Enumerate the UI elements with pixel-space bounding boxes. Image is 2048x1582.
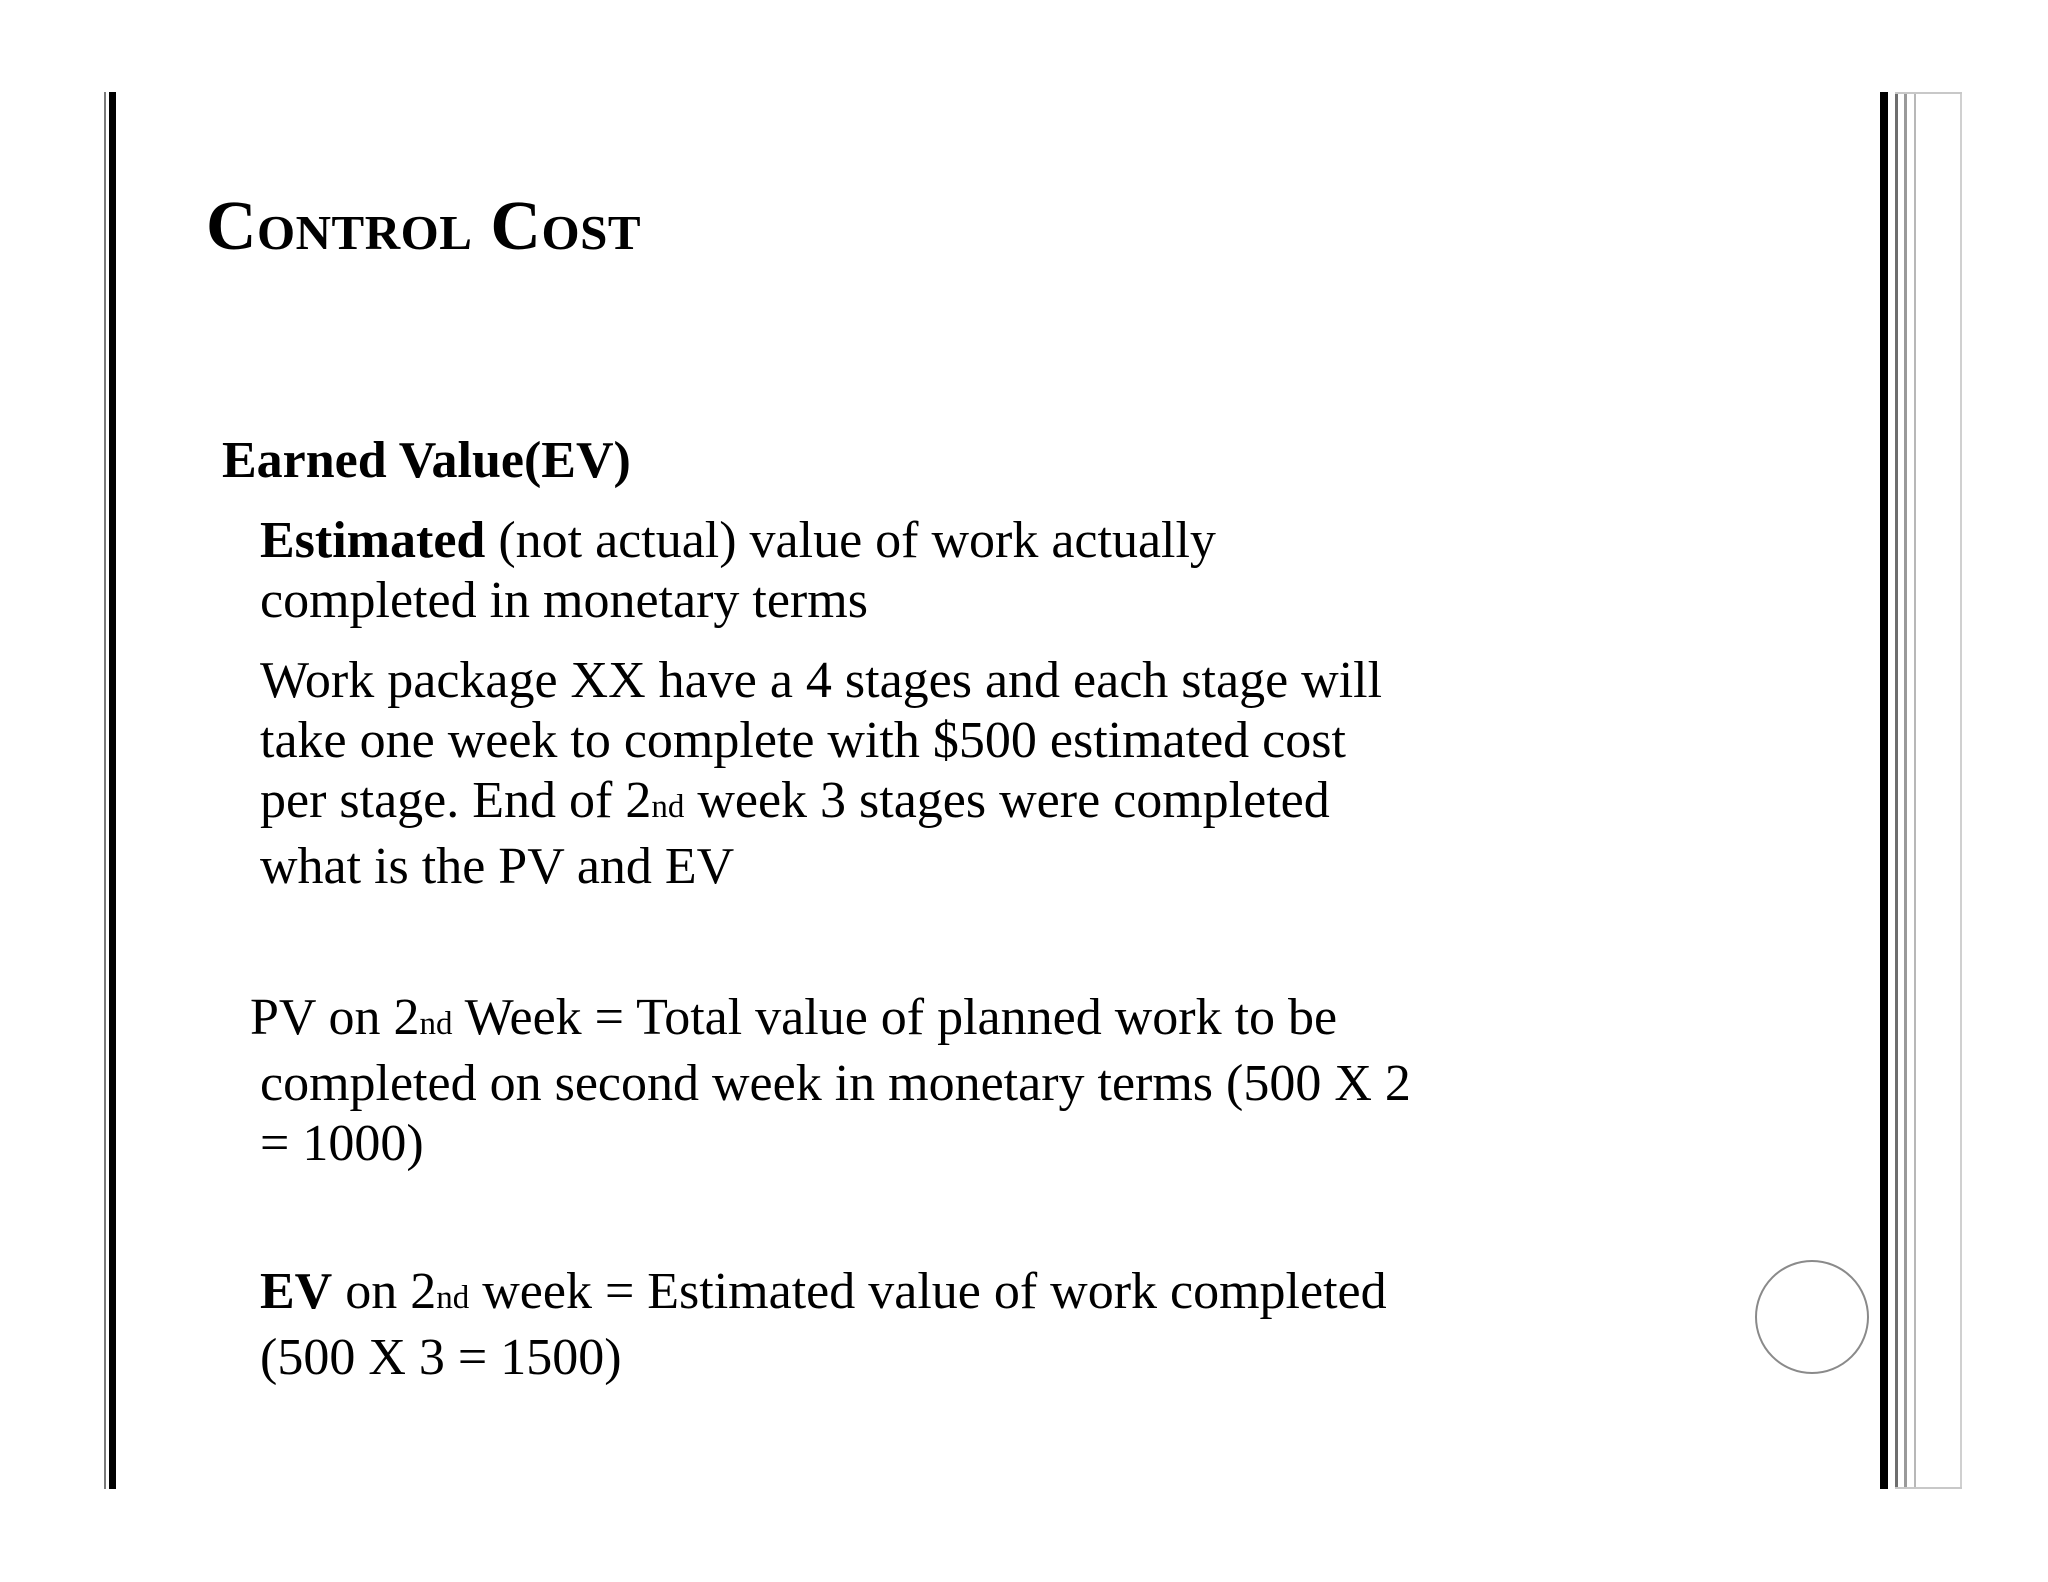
pv-line-2: completed on second week in monetary terms (500 X 2	[260, 1055, 1411, 1112]
pv-line-1-b: Week = Total value of planned work to be	[452, 989, 1338, 1046]
example-line-2: take one week to complete with $500 estimated cost	[260, 712, 1346, 769]
example-line-3	[260, 771, 1382, 837]
ev-ordinal-suffix: nd	[436, 1280, 470, 1316]
pv-line-3: = 1000)	[260, 1115, 424, 1172]
decorative-circle	[1755, 1260, 1869, 1374]
left-border-thick-line	[109, 92, 116, 1489]
ev-bold-term: EV	[260, 1263, 333, 1320]
example-line-3-b: week 3 stages were completed	[684, 772, 1330, 829]
pv-line-1	[250, 988, 1411, 1054]
right-border-line	[1914, 92, 1916, 1489]
ev-line-1	[260, 1262, 1387, 1328]
right-border-top-cap	[1895, 92, 1962, 94]
example-line-4: what is the PV and EV	[260, 838, 735, 895]
right-border-bottom-cap	[1895, 1487, 1962, 1489]
definition-paragraph	[260, 511, 1216, 631]
example-line-1: Work package XX have a 4 stages and each stage will	[260, 652, 1383, 709]
slide-title: Control Cost	[206, 188, 642, 265]
right-border-line	[1960, 92, 1962, 1489]
pv-ordinal-suffix: nd	[419, 1006, 453, 1042]
definition-bold-term: Estimated	[260, 512, 486, 569]
definition-line-1-rest: (not actual) value of work actually	[485, 512, 1216, 569]
ev-line-1-a: on 2	[332, 1263, 437, 1320]
example-line-3-a: per stage. End of 2	[260, 772, 652, 829]
example-paragraph	[260, 651, 1382, 897]
ev-line-1-b: week = Estimated value of work completed	[469, 1263, 1387, 1320]
pv-paragraph	[250, 988, 1411, 1174]
right-border-line	[1904, 92, 1907, 1489]
section-heading: Earned Value(EV)	[222, 432, 631, 489]
ev-line-2: (500 X 3 = 1500)	[260, 1329, 622, 1386]
definition-line-2: completed in monetary terms	[260, 572, 868, 629]
right-border-line	[1895, 92, 1898, 1489]
pv-line-1-a: PV on 2	[250, 989, 420, 1046]
example-ordinal-suffix: nd	[651, 789, 685, 825]
left-border-thin-line	[104, 92, 106, 1489]
ev-paragraph	[260, 1262, 1387, 1388]
definition-line-1	[260, 511, 1216, 571]
right-border-thick-line	[1880, 92, 1888, 1489]
